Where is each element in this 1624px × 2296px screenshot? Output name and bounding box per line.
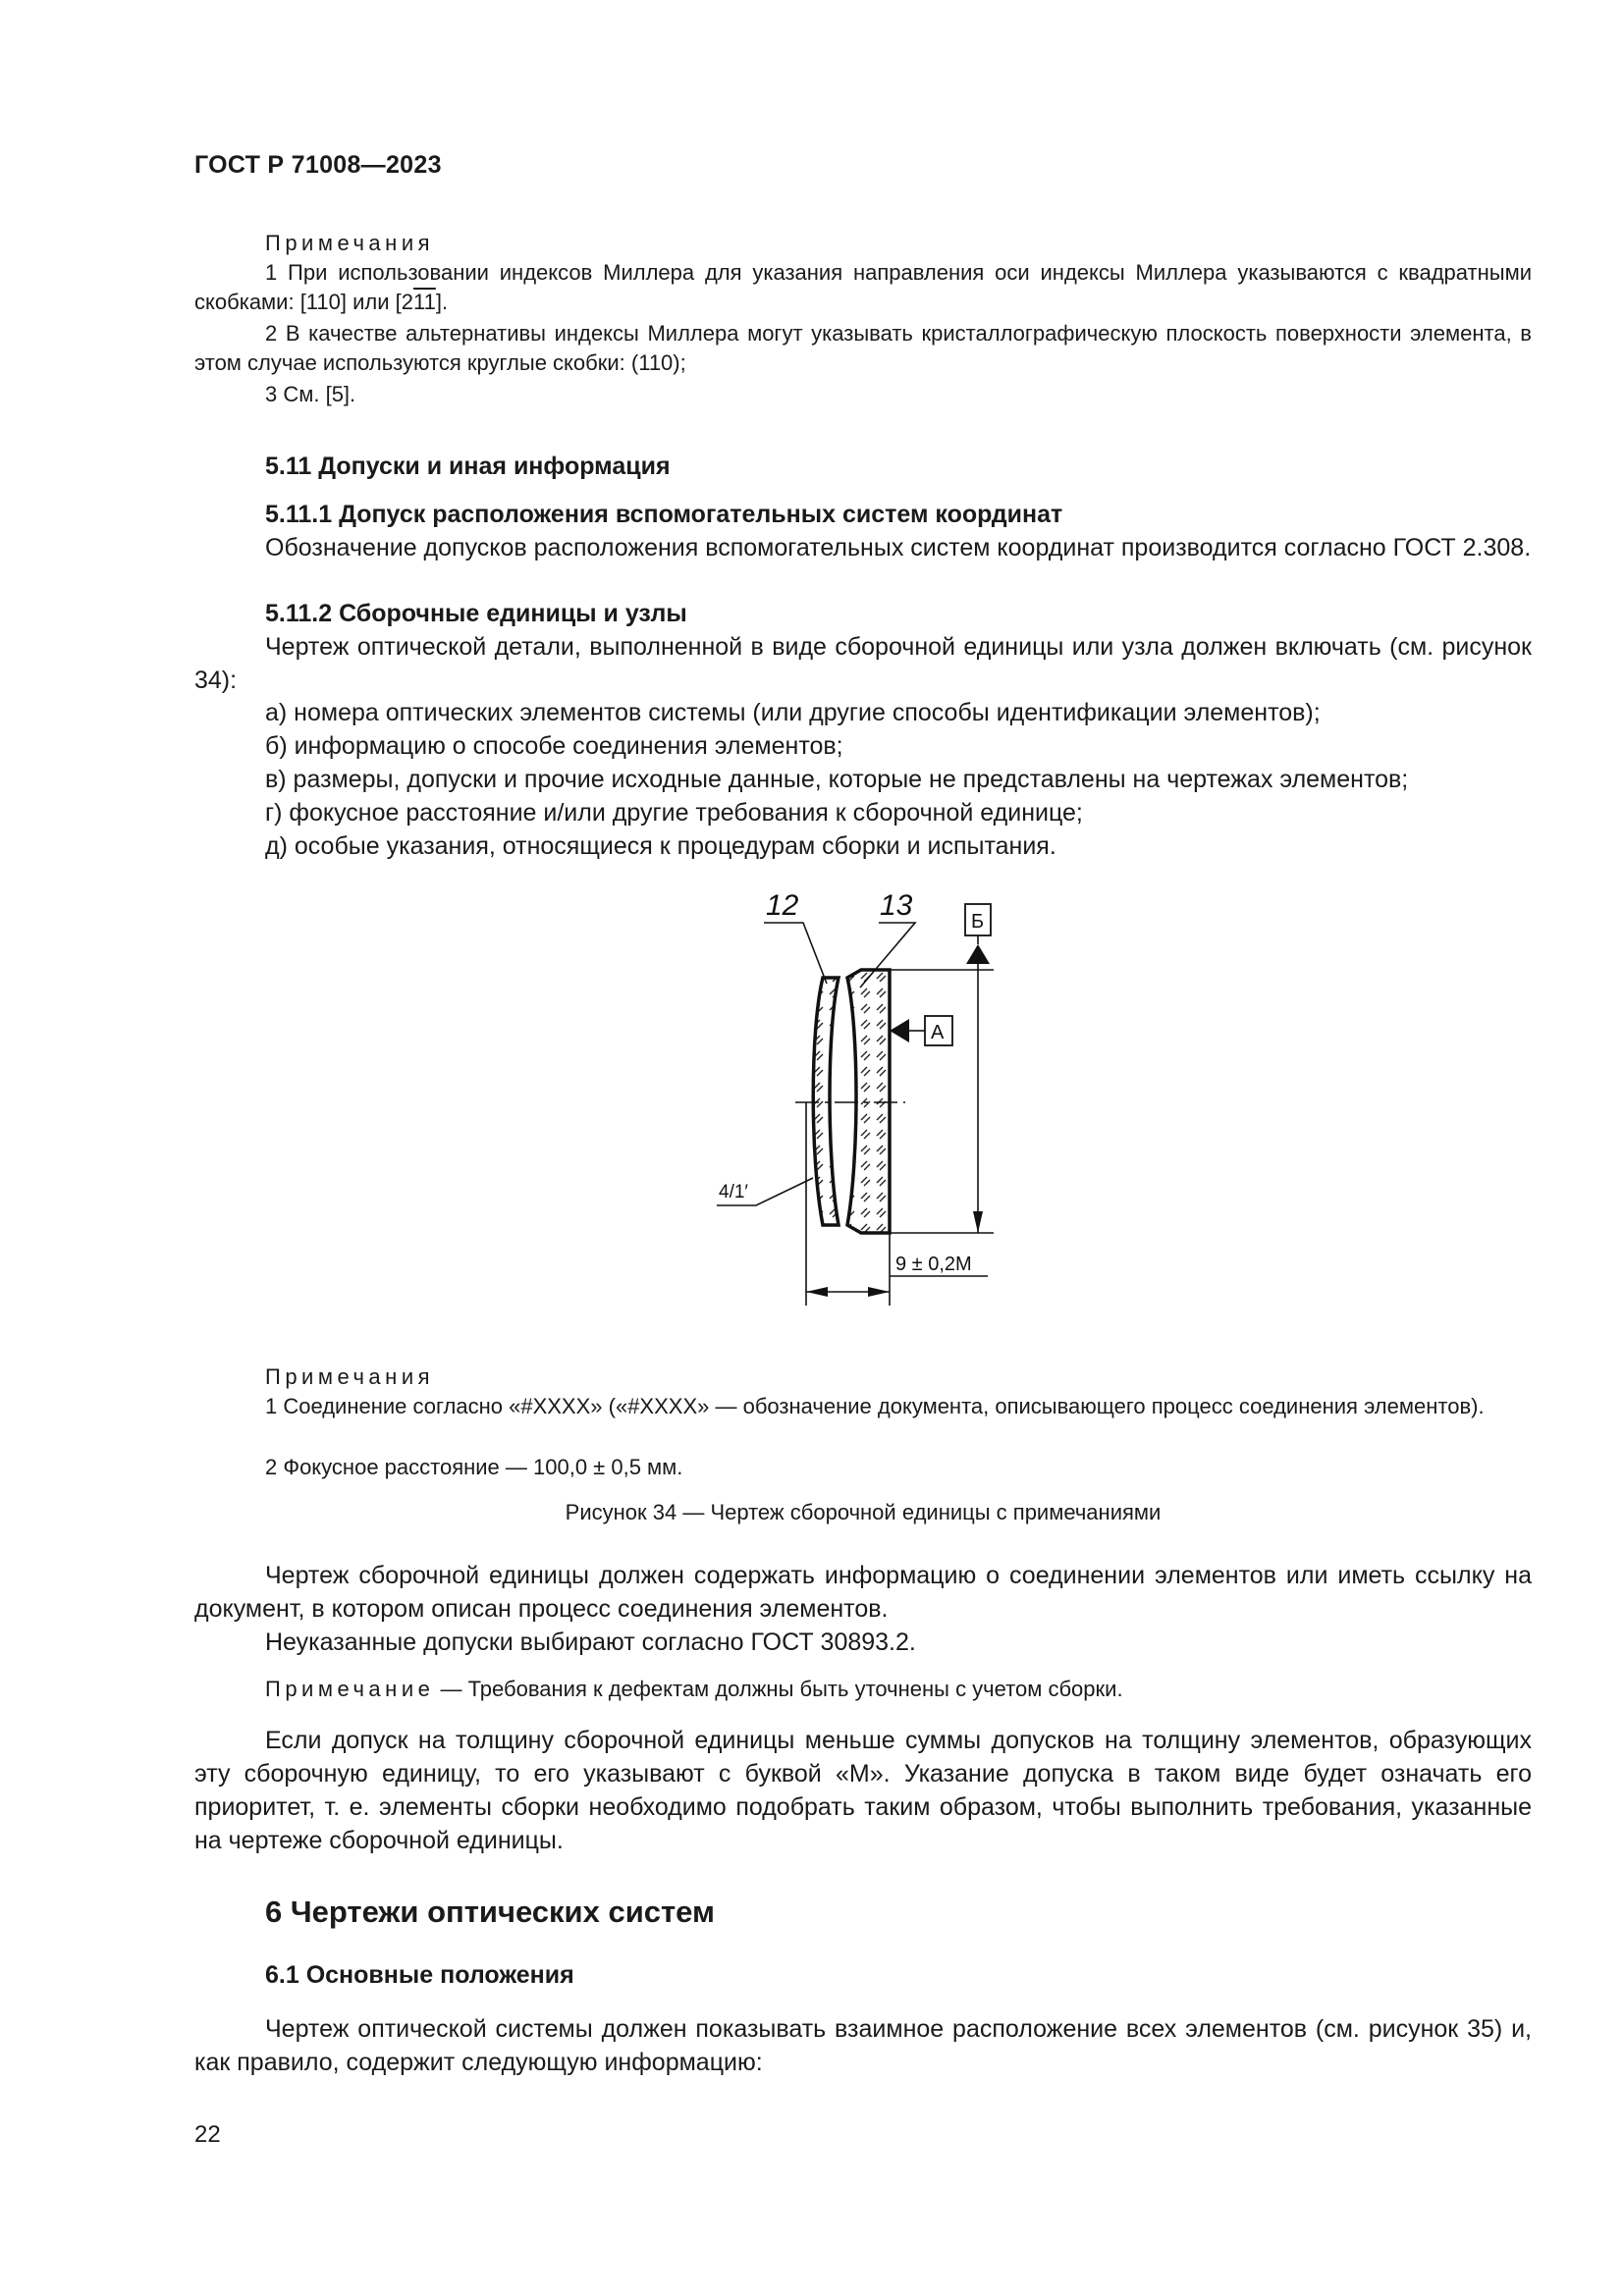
- figure-note-1: 1 Соединение согласно «#XXXX» («#XXXX» — обозначение документа, описывающего процесс соединения элементов).: [265, 1394, 1485, 1418]
- paragraph-tolerances: Неуказанные допуски выбирают согласно ГОСТ 30893.2.: [265, 1629, 916, 1656]
- note-3: 3 См. [5].: [265, 382, 356, 406]
- section-5-11-heading: 5.11 Допуски и иная информация: [265, 453, 671, 480]
- datum-a-letter: А: [931, 1022, 945, 1043]
- thickness-arrow-right: [868, 1287, 890, 1297]
- lens-element-12: [813, 978, 839, 1225]
- note-1-end: ].: [435, 290, 449, 314]
- document-header: ГОСТ Р 71008—2023: [194, 151, 442, 179]
- lens-element-13: [847, 970, 890, 1233]
- section-5-11-2-intro: Чертеж оптической детали, выполненной в виде сборочной единицы или узла должен включать (см. рисунок 34):: [194, 633, 1532, 694]
- note-text: — Требования к дефектам должны быть уточнены с учетом сборки.: [434, 1677, 1123, 1701]
- roughness-label: 4/1′: [719, 1182, 748, 1202]
- label-13: 13: [880, 889, 913, 922]
- figure-note-2: 2 Фокусное расстояние — 100,0 ± 0,5 мм.: [265, 1455, 683, 1479]
- assembly-drawing: [687, 874, 1080, 1315]
- list-item: в) размеры, допуски и прочие исходные данные, которые не представлены на чертежах элементов;: [265, 766, 1409, 793]
- section-5-11-2-heading: 5.11.2 Сборочные единицы и узлы: [265, 600, 687, 627]
- list-item: г) фокусное расстояние и/или другие требования к сборочной единице;: [265, 799, 1083, 827]
- section-6-1-heading: 6.1 Основные положения: [265, 1961, 574, 1989]
- notes-title: Примечания: [265, 231, 435, 255]
- leader-12: [764, 923, 827, 984]
- section-5-11-1-heading: 5.11.1 Допуск расположения вспомогательных систем координат: [265, 501, 1063, 528]
- label-12: 12: [766, 889, 799, 922]
- section-6-heading: 6 Чертежи оптических систем: [265, 1895, 715, 1929]
- paragraph-assembly-info: Чертеж сборочной единицы должен содержать информацию о соединении элементов или иметь ссылку на документ, в котором описан процесс соединения элементов.: [194, 1562, 1532, 1623]
- figure-notes-title: Примечания: [265, 1364, 435, 1389]
- section-5-11-1-text: Обозначение допусков расположения вспомогательных систем координат производится согласно ГОСТ 2.308.: [265, 534, 1532, 561]
- page-number: 22: [194, 2121, 221, 2148]
- note-1-text: 1 При использовании индексов Миллера для указания направления оси индексы Миллера указываются с квадратными скобками: [110] или [2: [194, 260, 1532, 314]
- datum-b-triangle: [966, 944, 990, 964]
- paragraph-thickness-tolerance: Если допуск на толщину сборочной единицы меньше суммы допусков на толщину элементов, образующих эту сборочную единицу, то его указывают с буквой «М». Указание допуска в таком виде будет означать его приоритет, т. е. элементы сборки необходимо подобрать таким образом, чтобы выполнить требования, указанные на чертеже сборочной единицы.: [194, 1727, 1532, 1854]
- note-1: [194, 258, 1532, 317]
- dim-arrow-bottom: [973, 1211, 983, 1233]
- note-defects: [265, 1675, 1123, 1704]
- section-6-1-text: Чертеж оптической системы должен показывать взаимное расположение всех элементов (см. рисунок 35) и, как правило, содержит следующую информацию:: [194, 2015, 1532, 2076]
- figure-caption: Рисунок 34 — Чертеж сборочной единицы с примечаниями: [565, 1500, 1162, 1524]
- list-item: б) информацию о способе соединения элементов;: [265, 732, 843, 760]
- thickness-label: 9 ± 0,2М: [895, 1254, 972, 1275]
- note-label: Примечание: [265, 1677, 435, 1701]
- note-2: 2 В качестве альтернативы индексы Миллера могут указывать кристаллографическую плоскость поверхности элемента, в этом случае используются круглые скобки: (110);: [194, 321, 1532, 375]
- note-1-overbar: 11: [412, 290, 436, 314]
- datum-b-letter: Б: [971, 911, 985, 933]
- thickness-arrow-left: [806, 1287, 828, 1297]
- list-item: а) номера оптических элементов системы (или другие способы идентификации элементов);: [265, 699, 1321, 726]
- datum-a-triangle: [890, 1019, 909, 1042]
- list-item: д) особые указания, относящиеся к процедурам сборки и испытания.: [265, 832, 1056, 860]
